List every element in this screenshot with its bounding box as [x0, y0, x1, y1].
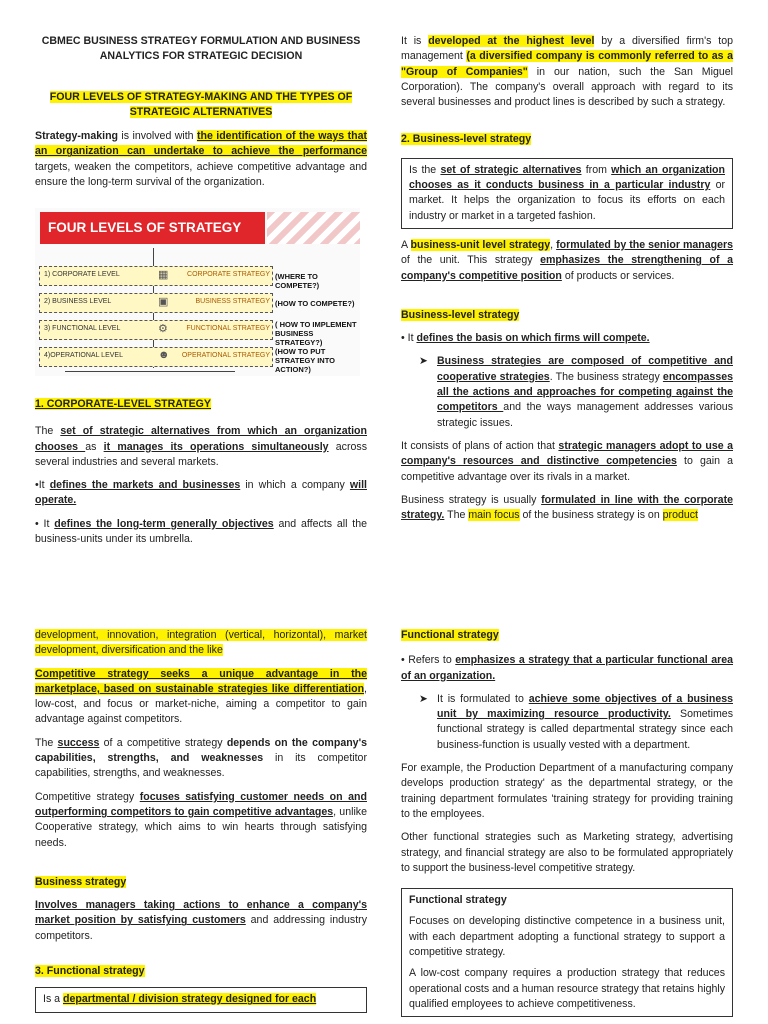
emphasis: defines the basis on which firms will compete. [416, 332, 650, 345]
text: • It [401, 332, 417, 345]
strategy-label: CORPORATE STRATEGY [187, 271, 270, 278]
question-label: ( HOW TO IMPLEMENT BUSINESS STRATEGY?) [275, 320, 357, 347]
highlight: business-unit level strategy [410, 238, 551, 251]
box-paragraph-1: Focuses on developing distinctive competence in a business unit, with each department adopting a functional strategy to support a competitive strategy. [409, 915, 725, 959]
text: by a diversified firm's top management [401, 35, 733, 63]
question-label: (HOW TO COMPETE?) [275, 299, 355, 308]
text: The [35, 425, 61, 438]
team-icon: ☻ [158, 349, 170, 361]
text: •It [35, 479, 50, 492]
highlight: product [662, 509, 698, 522]
section-title-line-1: FOUR LEVELS OF STRATEGY-MAKING AND THE TYPES OF [49, 90, 353, 103]
text: The [444, 509, 469, 522]
text: Business strategy is usually [401, 493, 542, 506]
text: A [401, 238, 411, 251]
other-functional-paragraph [401, 830, 733, 876]
text: Is a [43, 993, 64, 1006]
text: Other functional strategies such as Marketing strategy, advertising strategy, and financial strategy are also to be formulated appropriately to support the business-level competitive strategy. [401, 831, 733, 874]
highlight: developed at the highest level [428, 35, 595, 47]
text: in its competitor capabilities, strengths, and weaknesses. [35, 752, 367, 780]
figure-base-line [65, 371, 235, 372]
business-plans-paragraph [401, 439, 733, 485]
text: Sometimes functional strategy is called departmental strategy since each business-function is usually vested with a department. [437, 708, 733, 751]
business-level-subheading: Business-level strategy [401, 308, 520, 321]
business-arrow-item [401, 354, 733, 430]
question-label: (WHERE TO COMPETE?) [275, 272, 320, 290]
section-title [35, 90, 367, 121]
left-column-page-2 [35, 628, 367, 1013]
highlight: (a diversified company is commonly referred to as a "Group of Companies" [401, 50, 733, 78]
intro-text-end: targets, weaken the competitors, achieve competitive advantage and ensure the long-term survival of the organization. [35, 160, 367, 189]
level-label: 1) CORPORATE LEVEL [44, 271, 120, 278]
text: . The business strategy [549, 370, 663, 383]
emphasis: depends on the company's capabilities, strengths, and weaknesses [35, 736, 367, 765]
level-label: 2) BUSINESS LEVEL [44, 298, 112, 305]
right-column-page-1 [401, 34, 733, 531]
text: , unlike Cooperative strategy, which aims to win hearts through satisfying needs. [35, 805, 367, 849]
text: in which a company [240, 479, 350, 492]
text: of the unit. This strategy [401, 254, 541, 267]
text: across several industries and several markets. [35, 440, 367, 468]
text: from [581, 163, 612, 176]
text: of products or services. [561, 269, 675, 282]
box-paragraph-2: A low-cost company requires a production strategy that reduces operational costs and a human resource strategy that retains highly qualified employees to achieve competitiveness. [409, 967, 725, 1010]
highlight: development, innovation, integration (vertical, horizontal), market development, diversification and the like [35, 629, 367, 657]
business-definition-box [401, 158, 733, 229]
highlight: Competitive strategy seeks a unique advantage in the marketplace, based on sustainable strategies like differentiation [35, 667, 367, 695]
text: It consists of plans of action that [401, 439, 559, 452]
emphasis: defines the markets and businesses [49, 479, 241, 492]
level-label: 3) FUNCTIONAL LEVEL [44, 325, 121, 332]
emphasis: emphasizes the strengthening of a company's competitive position [401, 254, 733, 282]
success-paragraph [35, 736, 367, 782]
figure-header: FOUR LEVELS OF STRATEGY [40, 212, 265, 244]
text: , low-cost, and focus or market-niche, aiming a competitor to gain advantage against competitors. [35, 682, 367, 726]
gears-icon: ⚙ [158, 323, 168, 335]
functional-arrow-item [401, 692, 733, 753]
emphasis: achieve some objectives of a business unit by maximizing resource productivity. [437, 692, 733, 721]
business-unit-paragraph [401, 238, 733, 284]
production-example-paragraph [401, 761, 733, 822]
intro-paragraph [35, 129, 367, 190]
text: It is formulated to [437, 692, 529, 705]
highlight: main focus [468, 509, 520, 522]
text: and the ways management addresses various strategic issues. [437, 401, 733, 429]
building-icon: ▦ [158, 269, 169, 281]
left-column-page-1 [35, 34, 367, 198]
corporate-paragraph-3 [35, 517, 367, 548]
figure-row-operational [39, 347, 273, 367]
strategy-label: OPERATIONAL STRATEGY [181, 352, 270, 359]
text: or market. It helps the organization to focus its efforts on each industry or market in a targeted fashion. [409, 179, 725, 222]
figure-row-business [39, 293, 273, 313]
text: of the business strategy is on [519, 509, 663, 522]
box-title: Functional strategy [409, 894, 507, 907]
business-focus-paragraph [401, 493, 733, 524]
functional-strategy-heading: Functional strategy [401, 629, 499, 641]
factory-icon: ▣ [158, 296, 169, 308]
emphasis: which an organization chooses as it conducts business in a particular industry [409, 163, 725, 192]
emphasis: set of strategic alternatives [440, 163, 582, 176]
text: • It [35, 517, 55, 530]
text: to gain a competitive advantage over its rivals in a market. [401, 455, 733, 483]
functional-refers-paragraph [401, 653, 733, 684]
document-title-line-1: CBMEC BUSINESS STRATEGY FORMULATION AND BUSINESS [41, 35, 361, 47]
intro-highlight: the identification of the ways that an organization can undertake to achieve the performance [35, 130, 367, 158]
intro-text: is involved with [118, 130, 197, 143]
figure-header-stripes [267, 212, 360, 244]
emphasis: strategic managers adopt to use a company's resources and distinctive competencies [401, 439, 733, 468]
intro-term: Strategy-making [35, 130, 119, 143]
text: , [550, 238, 557, 251]
text: as [85, 440, 104, 453]
corporate-heading: 1. CORPORATE-LEVEL STRATEGY [35, 398, 211, 410]
text: It is [401, 35, 429, 47]
functional-summary-box [401, 888, 733, 1017]
text: Is the [409, 163, 441, 176]
figure-row-functional [39, 320, 273, 340]
left-column-page-1-lower [35, 397, 367, 555]
emphasis: formulated in line with the corporate strategy. [401, 493, 733, 522]
text: The [35, 736, 58, 749]
functional-heading: 3. Functional strategy [35, 965, 145, 978]
text: and addressing industry competitors. [35, 914, 367, 942]
corporate-paragraph-2 [35, 478, 367, 509]
arrow-bullet-icon: ➤ [419, 355, 428, 368]
customer-needs-paragraph [35, 790, 367, 851]
corporate-paragraph-1 [35, 424, 367, 470]
text: For example, the Production Department of a manufacturing company develops production strategy' as the departmental strategy, or the training department formulates 'training strategy for providing training to the employees. [401, 762, 733, 820]
right-column-page-2 [401, 628, 733, 1017]
four-levels-figure [35, 208, 360, 376]
text: Competitive strategy [35, 790, 140, 803]
emphasis: Involves managers taking actions to enhance a company's market position by satisfying customers [35, 899, 367, 927]
text: • Refers to [401, 654, 456, 667]
strategy-label: BUSINESS STRATEGY [195, 298, 270, 305]
strategy-label: FUNCTIONAL STRATEGY [186, 325, 270, 332]
emphasis: success [57, 736, 100, 749]
text: of a competitive strategy [99, 736, 227, 749]
highlight: departmental / division strategy designed for each [63, 993, 317, 1006]
functional-definition-box [35, 987, 367, 1012]
emphasis: will operate. [35, 479, 367, 507]
emphasis: emphasizes a strategy that a particular functional area of an organization. [401, 654, 733, 682]
arrow-bullet-icon: ➤ [419, 692, 428, 705]
emphasis: defines the long-term generally objectives [54, 517, 274, 530]
competitive-strategy-paragraph [35, 667, 367, 728]
document-title [35, 34, 367, 65]
managers-paragraph [35, 898, 367, 944]
level-label: 4)OPERATIONAL LEVEL [44, 352, 123, 359]
text: in our nation, such the San Miguel Corporation). The company's overall approach with regard to its several businesses and product lines is described by such a strategy. [401, 65, 733, 109]
emphasis: Business strategies are composed of competitive and cooperative strategies [437, 355, 733, 383]
emphasis: focuses satisfying customer needs on and outperforming competitors to gain competitive advantages [35, 790, 367, 818]
emphasis: formulated by the senior managers [556, 238, 733, 251]
question-label: (HOW TO PUT STRATEGY INTO ACTION?) [275, 347, 336, 374]
page-2 [0, 596, 768, 1024]
business-strategy-heading: Business strategy [35, 875, 127, 888]
business-level-heading: 2. Business-level strategy [401, 133, 532, 146]
text: and affects all the business-units under its umbrella. [35, 517, 368, 546]
product-continuation [35, 628, 367, 659]
figure-row-corporate [39, 266, 273, 286]
business-basis-paragraph [401, 331, 733, 346]
section-title-line-2: STRATEGIC ALTERNATIVES [129, 105, 273, 118]
corporate-description-paragraph [401, 34, 733, 110]
document-title-line-2: ANALYTICS FOR STRATEGIC DECISION [99, 50, 303, 63]
emphasis: it manages its operations simultaneously [103, 440, 329, 453]
emphasis: set of strategic alternatives from which an organization chooses [35, 425, 368, 453]
emphasis: encompasses all the actions and approaches for competing against the competitors [437, 370, 733, 414]
